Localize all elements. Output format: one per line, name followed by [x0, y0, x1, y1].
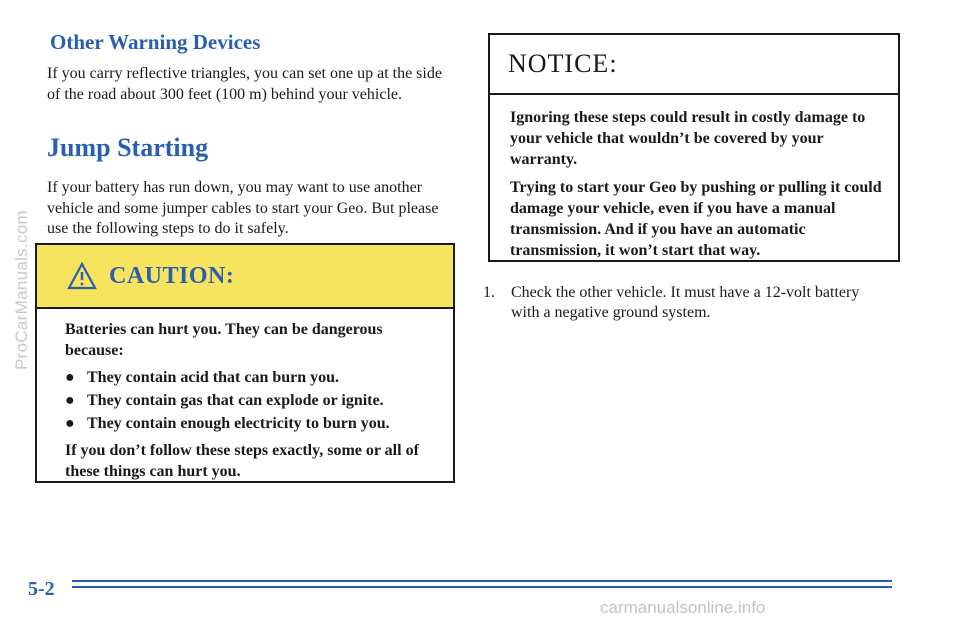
footer-watermark: carmanualsonline.info: [600, 598, 766, 617]
caution-bullet-text: They contain enough electricity to burn you.: [87, 415, 390, 432]
caution-box: [35, 243, 455, 483]
list-item: [65, 413, 433, 434]
notice-body: [490, 95, 898, 261]
side-watermark: ProCarManuals.com: [12, 209, 31, 371]
step-text: Check the other vehicle. It must have a 12-volt battery with a negative ground system.: [511, 284, 860, 321]
other-warning-heading: Other Warning Devices: [50, 30, 261, 54]
caution-header: [37, 245, 453, 309]
jump-starting-text: If your battery has run down, you may want to use another vehicle and some jumper cables to start your Geo. But please use the following steps to do it safely.: [47, 179, 439, 237]
caution-body: [37, 309, 453, 482]
footer-rule: [72, 586, 892, 588]
notice-title: NOTICE:: [508, 49, 618, 78]
other-warning-text: If you carry reflective triangles, you can set one up at the side of the road about 300 feet (100 m) behind your vehicle.: [47, 65, 442, 103]
caution-outro: If you don’t follow these steps exactly, some or all of these things can hurt you.: [65, 442, 419, 480]
notice-header: [490, 35, 898, 95]
step-1: [483, 283, 883, 323]
notice-paragraph-2: Trying to start your Geo by pushing or pulling it could damage your vehicle, even if you have a manual transmission. And if you have an automatic transmission, it won’t start that way.: [510, 179, 882, 259]
caution-bullet-list: [65, 367, 433, 434]
notice-box: [488, 33, 900, 262]
step-number: 1.: [483, 284, 495, 301]
page-number: 5-2: [28, 578, 55, 600]
warning-triangle-icon: [67, 262, 97, 290]
caution-bullet-text: They contain acid that can burn you.: [87, 369, 340, 386]
caution-intro: Batteries can hurt you. They can be dangerous because:: [65, 321, 383, 359]
bullet-icon: ●: [65, 392, 75, 409]
caution-bullet-text: They contain gas that can explode or ignite.: [87, 392, 384, 409]
bullet-icon: ●: [65, 415, 75, 432]
bullet-icon: ●: [65, 369, 75, 386]
list-item: [65, 367, 433, 388]
list-item: [65, 390, 433, 411]
footer-rule: [72, 580, 892, 582]
notice-paragraph-1: Ignoring these steps could result in costly damage to your vehicle that wouldn’t be covered by your warranty.: [510, 109, 866, 168]
caution-title: CAUTION:: [109, 262, 235, 289]
jump-starting-heading: Jump Starting: [47, 133, 209, 162]
